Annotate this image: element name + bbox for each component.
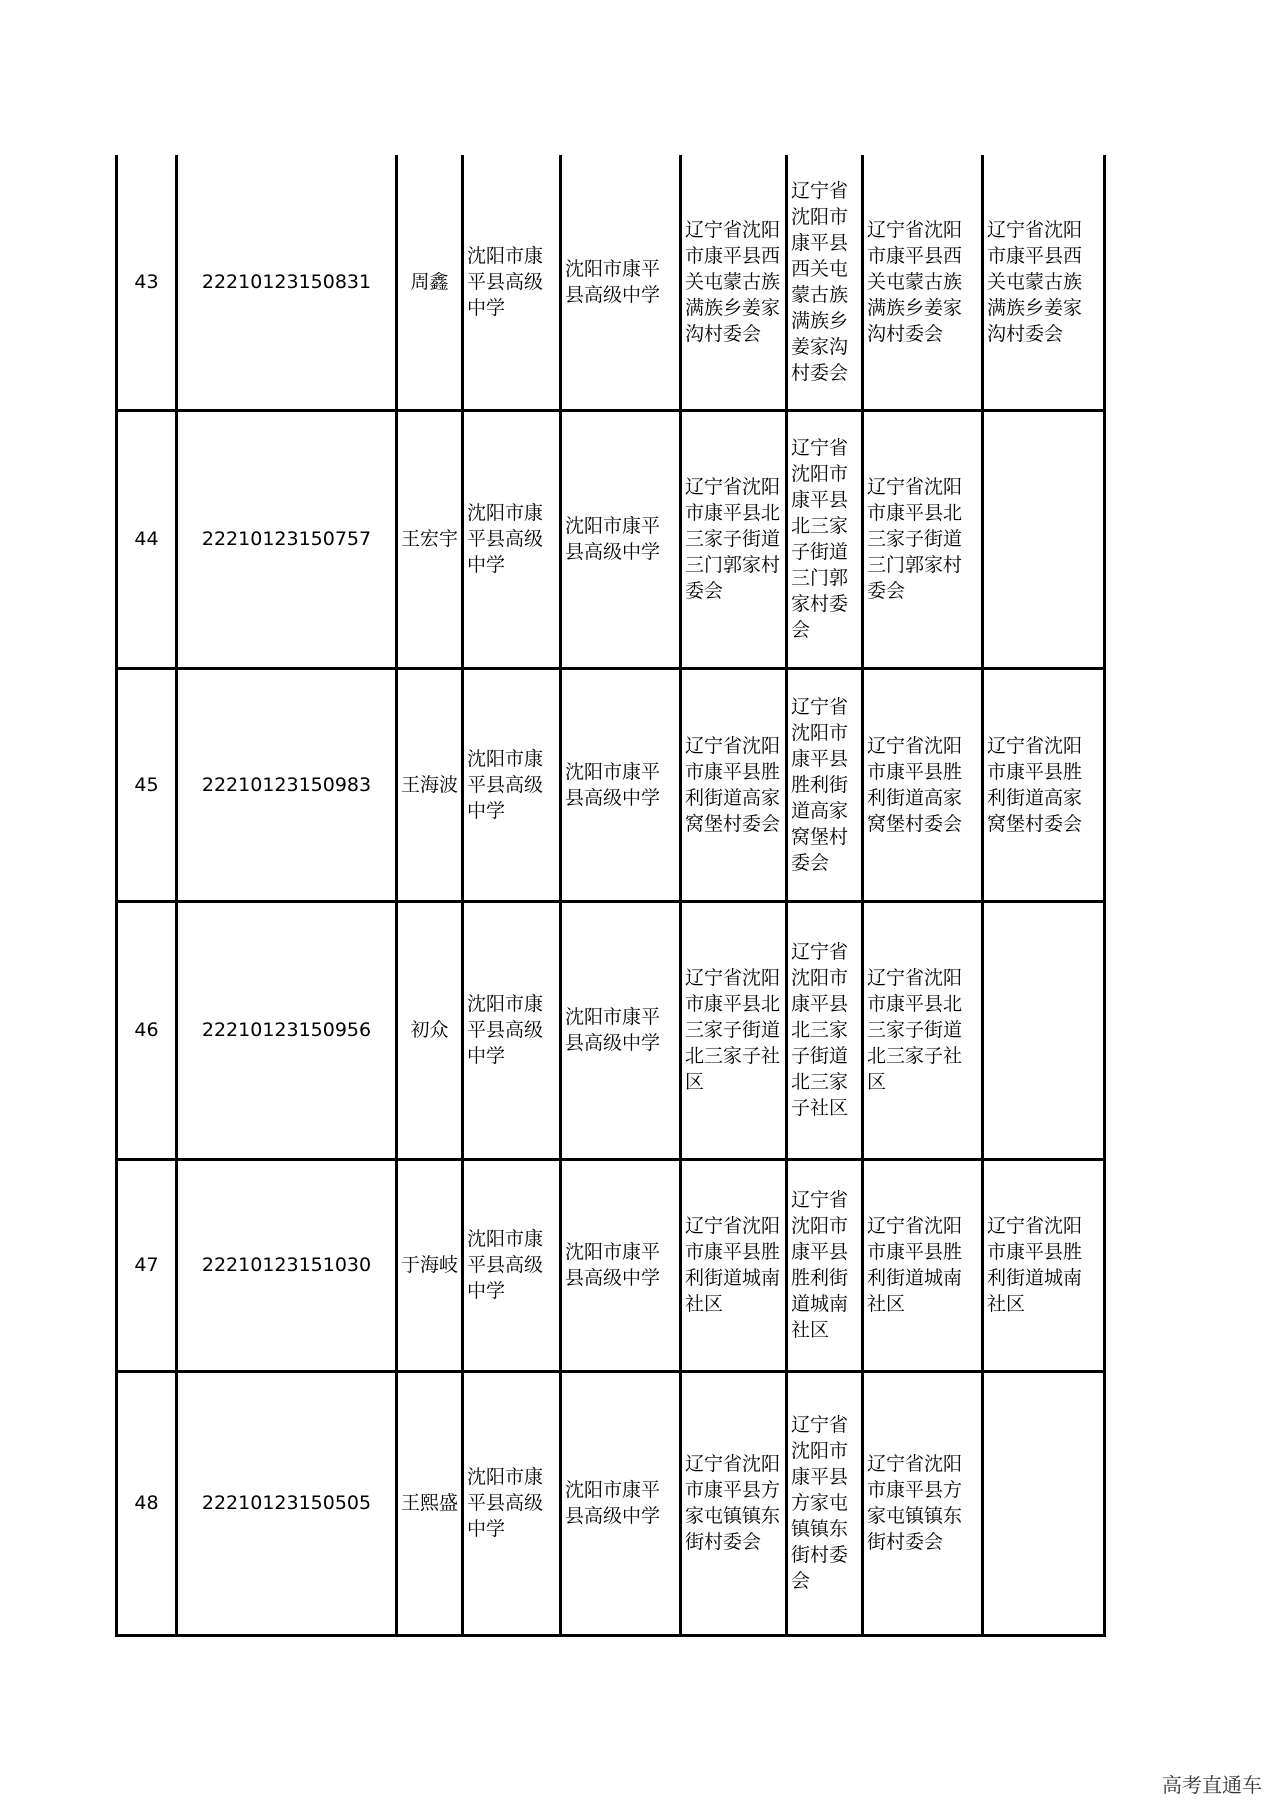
registration-school-cell: 沈阳市康平县高级中学 [561,901,681,1159]
student-table [115,155,1106,1637]
address-1-cell: 辽宁省沈阳市康平县胜利街道城南社区 [681,1159,787,1371]
row-number-cell: 48 [117,1371,177,1635]
address-2-cell: 辽宁省沈阳市康平县胜利街道城南社区 [787,1159,863,1371]
address-3-cell: 辽宁省沈阳市康平县北三家子街道北三家子社区 [863,901,983,1159]
address-1-cell: 辽宁省沈阳市康平县胜利街道高家窝堡村委会 [681,668,787,901]
address-4-cell: 辽宁省沈阳市康平县胜利街道高家窝堡村委会 [983,668,1105,901]
address-1-cell: 辽宁省沈阳市康平县北三家子街道三门郭家村委会 [681,410,787,668]
row-number-cell: 45 [117,668,177,901]
address-4-cell [983,1371,1105,1635]
address-4-cell [983,901,1105,1159]
row-number-cell: 43 [117,155,177,410]
address-4-cell: 辽宁省沈阳市康平县西关屯蒙古族满族乡姜家沟村委会 [983,155,1105,410]
address-3-cell: 辽宁省沈阳市康平县北三家子街道三门郭家村委会 [863,410,983,668]
row-number-cell: 46 [117,901,177,1159]
address-3-cell: 辽宁省沈阳市康平县方家屯镇镇东街村委会 [863,1371,983,1635]
address-2-cell: 辽宁省沈阳市康平县胜利街道高家窝堡村委会 [787,668,863,901]
address-4-cell: 辽宁省沈阳市康平县胜利街道城南社区 [983,1159,1105,1371]
address-1-cell: 辽宁省沈阳市康平县西关屯蒙古族满族乡姜家沟村委会 [681,155,787,410]
table-row [117,1159,1105,1371]
registration-school-cell: 沈阳市康平县高级中学 [561,1371,681,1635]
exam-id-cell: 22210123151030 [177,1159,397,1371]
address-2-cell: 辽宁省沈阳市康平县西关屯蒙古族满族乡姜家沟村委会 [787,155,863,410]
address-3-cell: 辽宁省沈阳市康平县胜利街道高家窝堡村委会 [863,668,983,901]
row-number-cell: 47 [117,1159,177,1371]
student-name-cell: 王熙盛 [397,1371,463,1635]
table-row [117,155,1105,410]
table-row [117,1371,1105,1635]
registration-school-cell: 沈阳市康平县高级中学 [561,1159,681,1371]
watermark-text: 高考直通车 [1162,1773,1262,1797]
student-name-cell: 周鑫 [397,155,463,410]
address-2-cell: 辽宁省沈阳市康平县方家屯镇镇东街村委会 [787,1371,863,1635]
graduation-school-cell: 沈阳市康平县高级中学 [463,1371,561,1635]
address-3-cell: 辽宁省沈阳市康平县胜利街道城南社区 [863,1159,983,1371]
address-3-cell: 辽宁省沈阳市康平县西关屯蒙古族满族乡姜家沟村委会 [863,155,983,410]
exam-id-cell: 22210123150983 [177,668,397,901]
registration-school-cell: 沈阳市康平县高级中学 [561,155,681,410]
student-name-cell: 王宏宇 [397,410,463,668]
exam-id-cell: 22210123150956 [177,901,397,1159]
student-name-cell: 于海岐 [397,1159,463,1371]
exam-id-cell: 22210123150757 [177,410,397,668]
address-4-cell [983,410,1105,668]
graduation-school-cell: 沈阳市康平县高级中学 [463,410,561,668]
table-row [117,901,1105,1159]
graduation-school-cell: 沈阳市康平县高级中学 [463,155,561,410]
row-number-cell: 44 [117,410,177,668]
graduation-school-cell: 沈阳市康平县高级中学 [463,668,561,901]
student-name-cell: 王海波 [397,668,463,901]
table-row [117,410,1105,668]
registration-school-cell: 沈阳市康平县高级中学 [561,410,681,668]
address-1-cell: 辽宁省沈阳市康平县方家屯镇镇东街村委会 [681,1371,787,1635]
address-1-cell: 辽宁省沈阳市康平县北三家子街道北三家子社区 [681,901,787,1159]
student-name-cell: 初众 [397,901,463,1159]
graduation-school-cell: 沈阳市康平县高级中学 [463,901,561,1159]
graduation-school-cell: 沈阳市康平县高级中学 [463,1159,561,1371]
registration-school-cell: 沈阳市康平县高级中学 [561,668,681,901]
exam-id-cell: 22210123150505 [177,1371,397,1635]
exam-id-cell: 22210123150831 [177,155,397,410]
address-2-cell: 辽宁省沈阳市康平县北三家子街道三门郭家村委会 [787,410,863,668]
address-2-cell: 辽宁省沈阳市康平县北三家子街道北三家子社区 [787,901,863,1159]
table-row [117,668,1105,901]
